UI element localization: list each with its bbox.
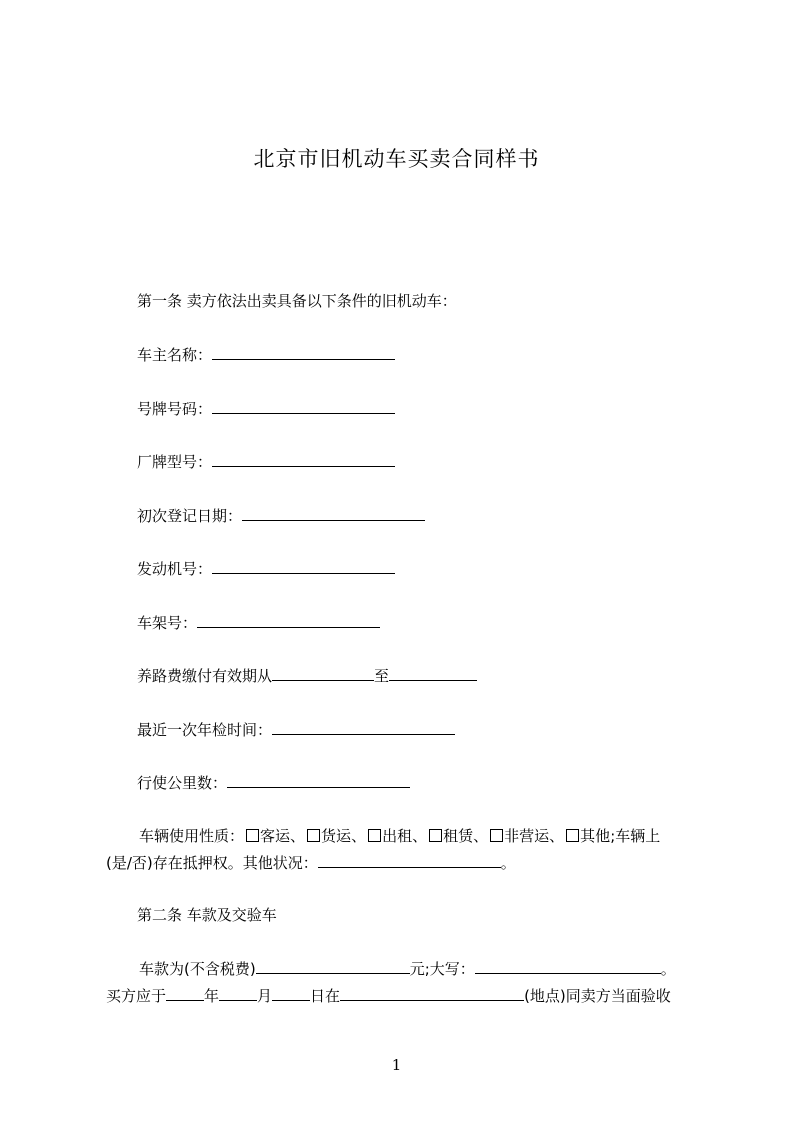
usage-lease-label: 租赁 bbox=[443, 827, 474, 845]
usage-taxi-label: 出租 bbox=[382, 827, 413, 845]
usage-row bbox=[139, 826, 660, 846]
usage-non-operating-checkbox[interactable] bbox=[490, 829, 503, 842]
engine-number-row bbox=[137, 558, 395, 579]
road-fee-label: 养路费缴付有效期从 bbox=[137, 667, 273, 685]
brand-model-row bbox=[137, 451, 395, 472]
year-field[interactable] bbox=[166, 985, 204, 1001]
separator: 、 bbox=[351, 827, 367, 845]
separator: 、 bbox=[549, 827, 565, 845]
usage-passenger-checkbox[interactable] bbox=[246, 829, 259, 842]
month-field[interactable] bbox=[219, 985, 257, 1001]
first-registration-field[interactable] bbox=[242, 505, 425, 521]
document-title: 北京市旧机动车买卖合同样书 bbox=[253, 147, 540, 171]
inspection-field[interactable] bbox=[272, 719, 455, 735]
mortgage-row bbox=[106, 852, 516, 873]
frame-number-row bbox=[137, 612, 380, 633]
mileage-row bbox=[137, 772, 410, 793]
page-number: 1 bbox=[391, 1056, 402, 1074]
road-fee-to-label: 至 bbox=[374, 667, 390, 685]
price-end: 。 bbox=[660, 960, 676, 978]
usage-freight-checkbox[interactable] bbox=[307, 829, 320, 842]
usage-non-operating-label: 非营运 bbox=[504, 827, 550, 845]
owner-name-label: 车主名称： bbox=[137, 346, 213, 364]
separator: 、 bbox=[412, 827, 428, 845]
frame-number-label: 车架号： bbox=[137, 614, 198, 632]
article2-heading: 第二条 车款及交验车 bbox=[137, 906, 277, 924]
separator: 、 bbox=[290, 827, 306, 845]
price-amount-field[interactable] bbox=[256, 958, 410, 974]
frame-number-field[interactable] bbox=[197, 612, 380, 628]
month-label: 月 bbox=[257, 987, 273, 1005]
inspection-row bbox=[137, 719, 455, 740]
usage-tail-text: ;车辆上 bbox=[610, 827, 661, 845]
owner-name-field[interactable] bbox=[212, 344, 395, 360]
first-registration-label: 初次登记日期： bbox=[137, 507, 243, 525]
first-registration-row bbox=[137, 505, 425, 526]
location-field[interactable] bbox=[340, 985, 524, 1001]
usage-label: 车辆使用性质： bbox=[139, 827, 245, 845]
other-status-field[interactable] bbox=[318, 852, 501, 868]
article1-heading: 第一条 卖方依法出卖具备以下条件的旧机动车： bbox=[137, 292, 457, 310]
plate-number-field[interactable] bbox=[212, 398, 395, 414]
engine-number-label: 发动机号： bbox=[137, 560, 213, 578]
buyer-prefix: 买方应于 bbox=[106, 987, 167, 1005]
brand-model-field[interactable] bbox=[212, 451, 395, 467]
road-fee-row bbox=[137, 665, 477, 686]
road-fee-from-field[interactable] bbox=[272, 665, 374, 681]
inspection-label: 最近一次年检时间： bbox=[137, 721, 273, 739]
mortgage-text: (是/否)存在抵押权。其他状况： bbox=[106, 854, 318, 872]
delivery-row bbox=[106, 985, 671, 1006]
price-row bbox=[139, 958, 676, 979]
price-uppercase-field[interactable] bbox=[475, 958, 661, 974]
separator: 、 bbox=[473, 827, 489, 845]
usage-other-label: 其他 bbox=[580, 827, 611, 845]
plate-number-row bbox=[137, 398, 395, 419]
engine-number-field[interactable] bbox=[212, 558, 395, 574]
mortgage-end: 。 bbox=[500, 854, 516, 872]
location-text: (地点)同卖方当面验收 bbox=[524, 987, 671, 1005]
usage-passenger-label: 客运 bbox=[260, 827, 291, 845]
brand-model-label: 厂牌型号： bbox=[137, 453, 213, 471]
usage-taxi-checkbox[interactable] bbox=[368, 829, 381, 842]
usage-lease-checkbox[interactable] bbox=[429, 829, 442, 842]
road-fee-to-field[interactable] bbox=[389, 665, 477, 681]
day-field[interactable] bbox=[272, 985, 310, 1001]
owner-name-row bbox=[137, 344, 395, 365]
usage-other-checkbox[interactable] bbox=[566, 829, 579, 842]
mileage-field[interactable] bbox=[227, 772, 410, 788]
day-label: 日在 bbox=[310, 987, 341, 1005]
usage-freight-label: 货运 bbox=[321, 827, 352, 845]
year-label: 年 bbox=[204, 987, 220, 1005]
price-label: 车款为(不含税费) bbox=[139, 960, 256, 978]
mileage-label: 行使公里数： bbox=[137, 774, 228, 792]
plate-number-label: 号牌号码： bbox=[137, 400, 213, 418]
price-unit-label: 元;大写： bbox=[409, 960, 475, 978]
